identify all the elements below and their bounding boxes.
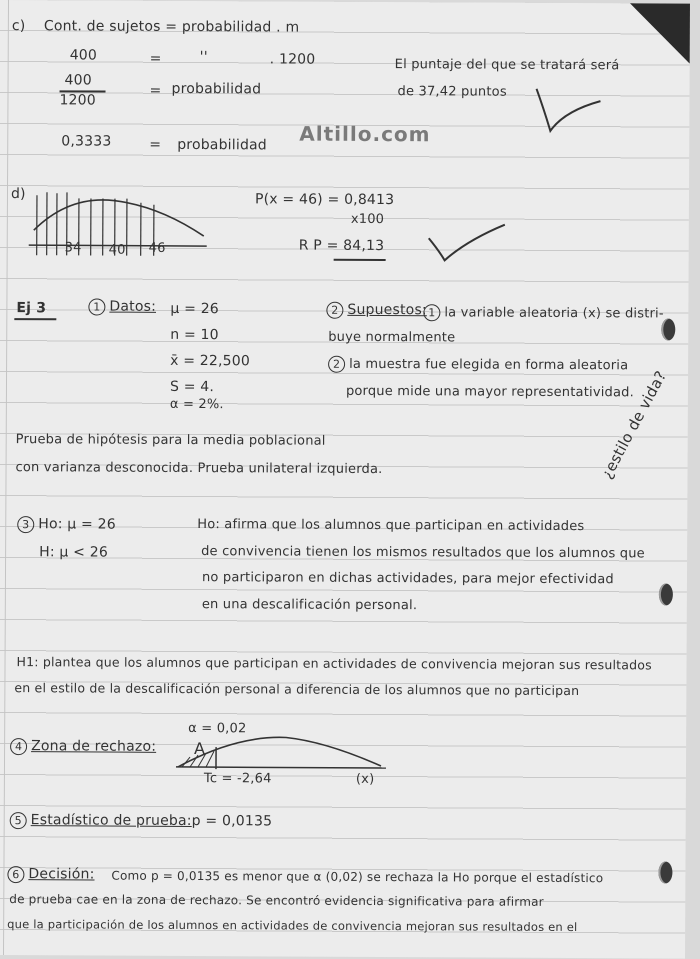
percentile-rank: R P = 84,13 <box>299 238 385 254</box>
binder-hole <box>659 583 673 605</box>
curve-tick-40: 40 <box>109 243 126 258</box>
prueba-line1: Prueba de hipótesis para la media poblacional <box>16 432 326 449</box>
fraction-eq: = <box>149 83 161 99</box>
rejection-zone-curve <box>176 729 391 775</box>
margin-line <box>3 0 9 955</box>
checkmark-icon <box>427 220 507 265</box>
datos-heading: 1 Datos: <box>88 298 156 315</box>
prueba-line2: con varianza desconocida. Prueba unilateral izquierda. <box>16 460 383 477</box>
zona-title: Zona de rechazo: <box>31 738 156 755</box>
sup1-text: la variable aleatoria (x) se distri- <box>444 305 663 321</box>
ho-explanation-3: no participaron en dichas actividades, para mejor efectividad <box>202 570 614 587</box>
h1-hypothesis: H: μ < 26 <box>39 544 108 560</box>
line1-a: 400 <box>70 47 97 63</box>
axis-variable: (x) <box>356 772 375 787</box>
sup2-line2: porque mide una mayor representatividad. <box>346 384 634 401</box>
times-100: x100 <box>351 212 384 227</box>
critical-value: Tc = -2,64 <box>204 771 272 786</box>
pr-underline <box>334 259 386 261</box>
s-value: S = 4. <box>170 379 214 395</box>
sup2-text: la muestra fue elegida en forma aleatoria <box>349 357 628 373</box>
supuestos-title: Supuestos: <box>347 302 427 318</box>
fraction-numerator: 400 <box>65 72 92 88</box>
line1-eq: = <box>150 51 162 67</box>
checkmark-icon <box>534 81 604 141</box>
part-c-label: c) <box>12 18 26 34</box>
decision-line1: Como p = 0,0135 es menor que α (0,02) se rechaza la Ho porque el estadístico <box>111 869 603 886</box>
side-note: ¿estilo de vida? <box>598 368 671 482</box>
ho-explanation-2: de convivencia tienen los mismos resultados que los alumnos que <box>201 544 645 561</box>
xbar-value: x̄ = 22,500 <box>170 353 250 369</box>
sup1-line1: 1 la variable aleatoria (x) se distri- <box>423 304 663 322</box>
note-line-2: de 37,42 puntos <box>397 84 506 100</box>
fraction-label: probabilidad <box>171 81 261 97</box>
area-mark: A <box>194 739 205 758</box>
alpha-value: α = 2%. <box>170 397 224 412</box>
ej3-underline <box>14 318 56 320</box>
decision-line3: que la participación de los alumnos en actividades de convivencia mejoran sus resultados en el <box>7 917 577 934</box>
ej3-label: Ej 3 <box>16 300 46 316</box>
part-c-formula: Cont. de sujetos = probabilidad . m <box>44 18 300 35</box>
ho-explanation-4: en una descalificación personal. <box>202 597 417 613</box>
line1-b: '' <box>200 49 208 65</box>
h1-explanation-2: en el estilo de la descalificación personal a diferencia de los alumnos que no participan <box>14 680 579 698</box>
zona-heading: 4 Zona de rechazo: <box>10 738 156 756</box>
result-label: probabilidad <box>177 137 267 153</box>
sup2-line1: 2 la muestra fue elegida en forma aleatoria <box>328 356 628 375</box>
watermark: Altillo.com <box>299 122 430 147</box>
datos-title: Datos: <box>109 299 156 315</box>
h0-hypothesis: 3 Ho: μ = 26 <box>17 516 116 534</box>
mu-value: μ = 26 <box>170 301 219 317</box>
result-value: 0,3333 <box>61 133 111 149</box>
h0-text: Ho: μ = 26 <box>38 516 116 532</box>
h1-explanation-1: H1: plantea que los alumnos que participan en actividades de convivencia mejoran sus resultados <box>16 654 651 672</box>
decision-heading: 6 Decisión: <box>7 866 94 883</box>
supuestos-heading: 2 Supuestos: <box>326 302 427 320</box>
estadistico-title: Estadístico de prueba: <box>31 812 192 829</box>
curve-tick-34: 34 <box>65 240 82 255</box>
decision-title: Decisión: <box>28 866 94 882</box>
alpha-label: α = 0,02 <box>188 721 246 736</box>
sup1-line2: buye normalmente <box>328 330 455 346</box>
result-eq: = <box>149 137 161 153</box>
binder-hole <box>658 861 672 883</box>
page-corner-shadow <box>630 3 690 63</box>
estadistico-heading: 5 Estadístico de prueba: <box>10 812 192 830</box>
n-value: n = 10 <box>170 327 219 343</box>
probability-expression: P(x = 46) = 0,8413 <box>255 191 394 208</box>
line1-c: . 1200 <box>270 51 316 67</box>
p-value: p = 0,0135 <box>192 813 273 829</box>
ho-explanation-1: Ho: afirma que los alumnos que participan en actividades <box>197 517 584 534</box>
note-line-1: El puntaje del que se tratará será <box>395 57 620 73</box>
part-d-label: d) <box>11 186 26 202</box>
fraction-denominator: 1200 <box>59 92 96 108</box>
decision-line2: de prueba cae en la zona de rechazo. Se encontró evidencia significativa para afirmar <box>9 892 544 909</box>
curve-tick-46: 46 <box>149 241 166 256</box>
